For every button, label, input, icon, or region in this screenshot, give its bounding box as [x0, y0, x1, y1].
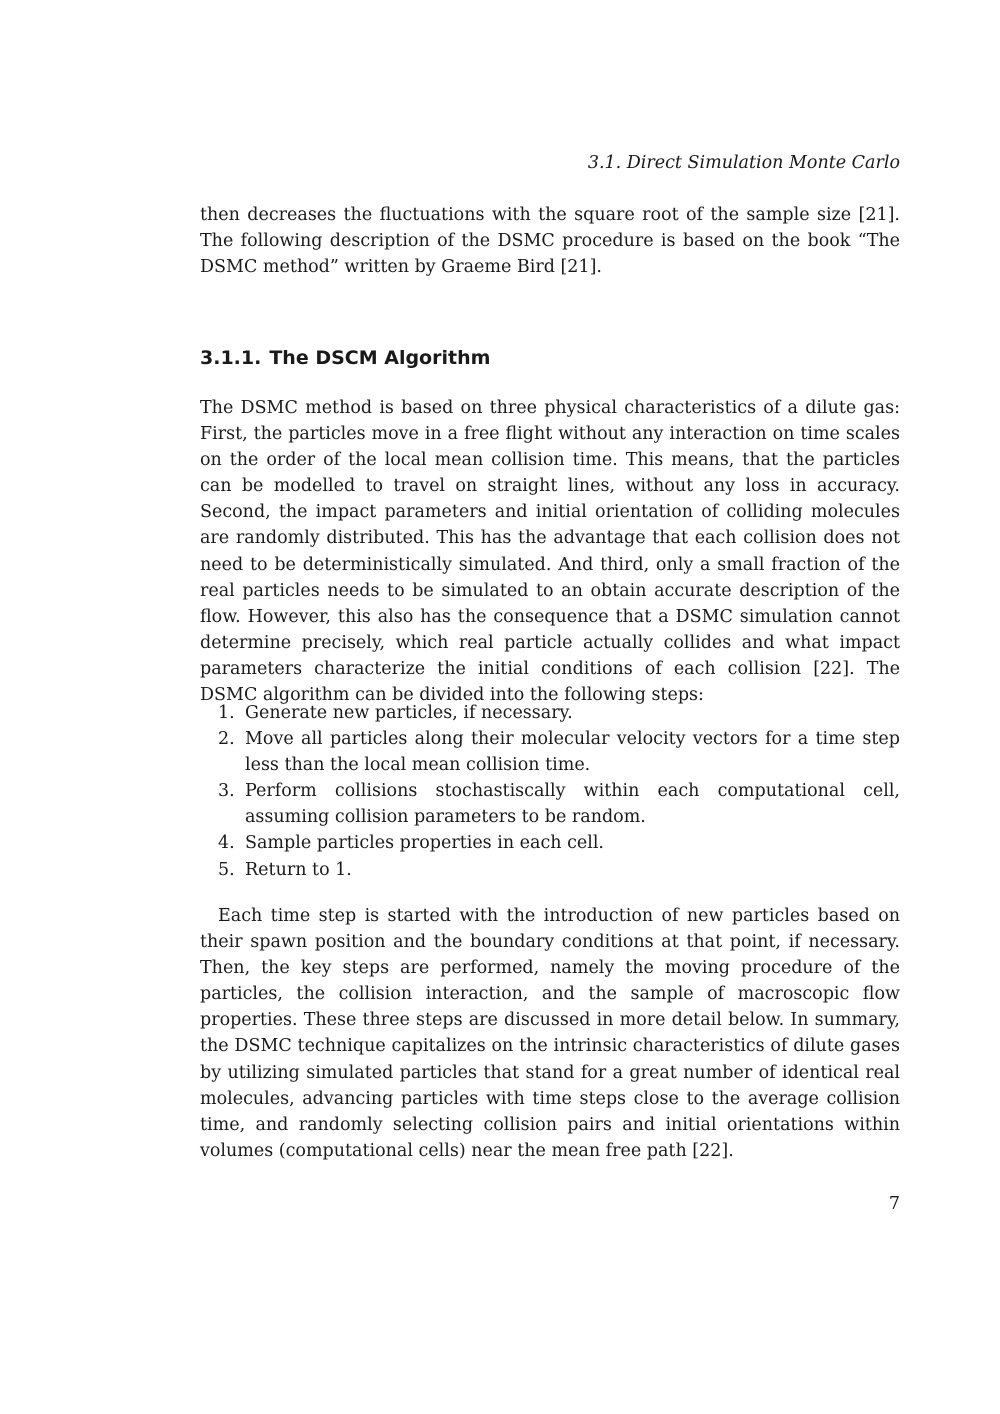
method-paragraph: The DSMC method is based on three physical characteristics of a dilute gas: First, the particles move in a free flight without any interaction on time scales on the order of the local mean collision time. This means, that the particles can be modelled to travel on straight lines, without any loss in accuracy. Second, the impact parameters and initial orientation of colliding molecules are randomly distributed. This has the advantage that each collision does not need to be deterministically simulated. And third, only a small fraction of the real particles needs to be simulated to an obtain accurate description of the flow. However, this also has the consequence that a DSMC simulation cannot determine precisely, which real particle actually collides and what impact parameters characterize the initial conditions of each collision [22]. The DSMC algorithm can be divided into the following steps: [200, 398, 900, 706]
list-item-text: Generate new particles, if necessary. [245, 703, 573, 723]
list-marker: 3. [218, 781, 235, 802]
section-number: 3.1.1. [200, 347, 262, 369]
list-marker: 1. [218, 703, 235, 723]
list-marker: 5. [218, 859, 235, 880]
list-item-text: Move all particles along their molecular velocity vectors for a time step less than the local mean collision time. [245, 729, 900, 776]
list-item [200, 857, 900, 883]
list-item [200, 700, 900, 726]
list-item [200, 726, 900, 778]
timestep-paragraph: Each time step is started with the introduction of new particles based on their spawn position and the boundary conditions at that point, if necessary. Then, the key steps are performed, namely the moving procedure of the particles, the collision interaction, and the sample of macroscopic flow properties. These three steps are discussed in more detail below. In summary, the DSMC technique capitalizes on the intrinsic characteristics of dilute gases by utilizing simulated particles that stand for a great number of identical real molecules, advancing particles with time steps close to the average collision time, and randomly selecting collision pairs and initial orientations within volumes (computational cells) near the mean free path [22]. [200, 906, 900, 1161]
algorithm-steps-list [200, 700, 900, 883]
list-item [200, 778, 900, 830]
running-header: 3.1. Direct Simulation Monte Carlo [587, 153, 900, 173]
intro-paragraph: then decreases the fluctuations with the square root of the sample size [21]. The following description of the DSMC procedure is based on the book “The DSMC method” written by Graeme Bird [21]. [200, 205, 900, 278]
page-number: 7 [888, 1194, 900, 1214]
list-item-text: Sample particles properties in each cell. [245, 833, 604, 854]
list-item-text: Return to 1. [245, 859, 352, 880]
list-marker: 2. [218, 729, 235, 750]
list-item [200, 830, 900, 856]
list-marker: 4. [218, 833, 235, 854]
list-item-text: Perform collisions stochastiscally within each computational cell, assuming collision parameters to be random. [245, 781, 900, 828]
section-heading [200, 344, 490, 372]
section-title: The DSCM Algorithm [269, 347, 491, 369]
